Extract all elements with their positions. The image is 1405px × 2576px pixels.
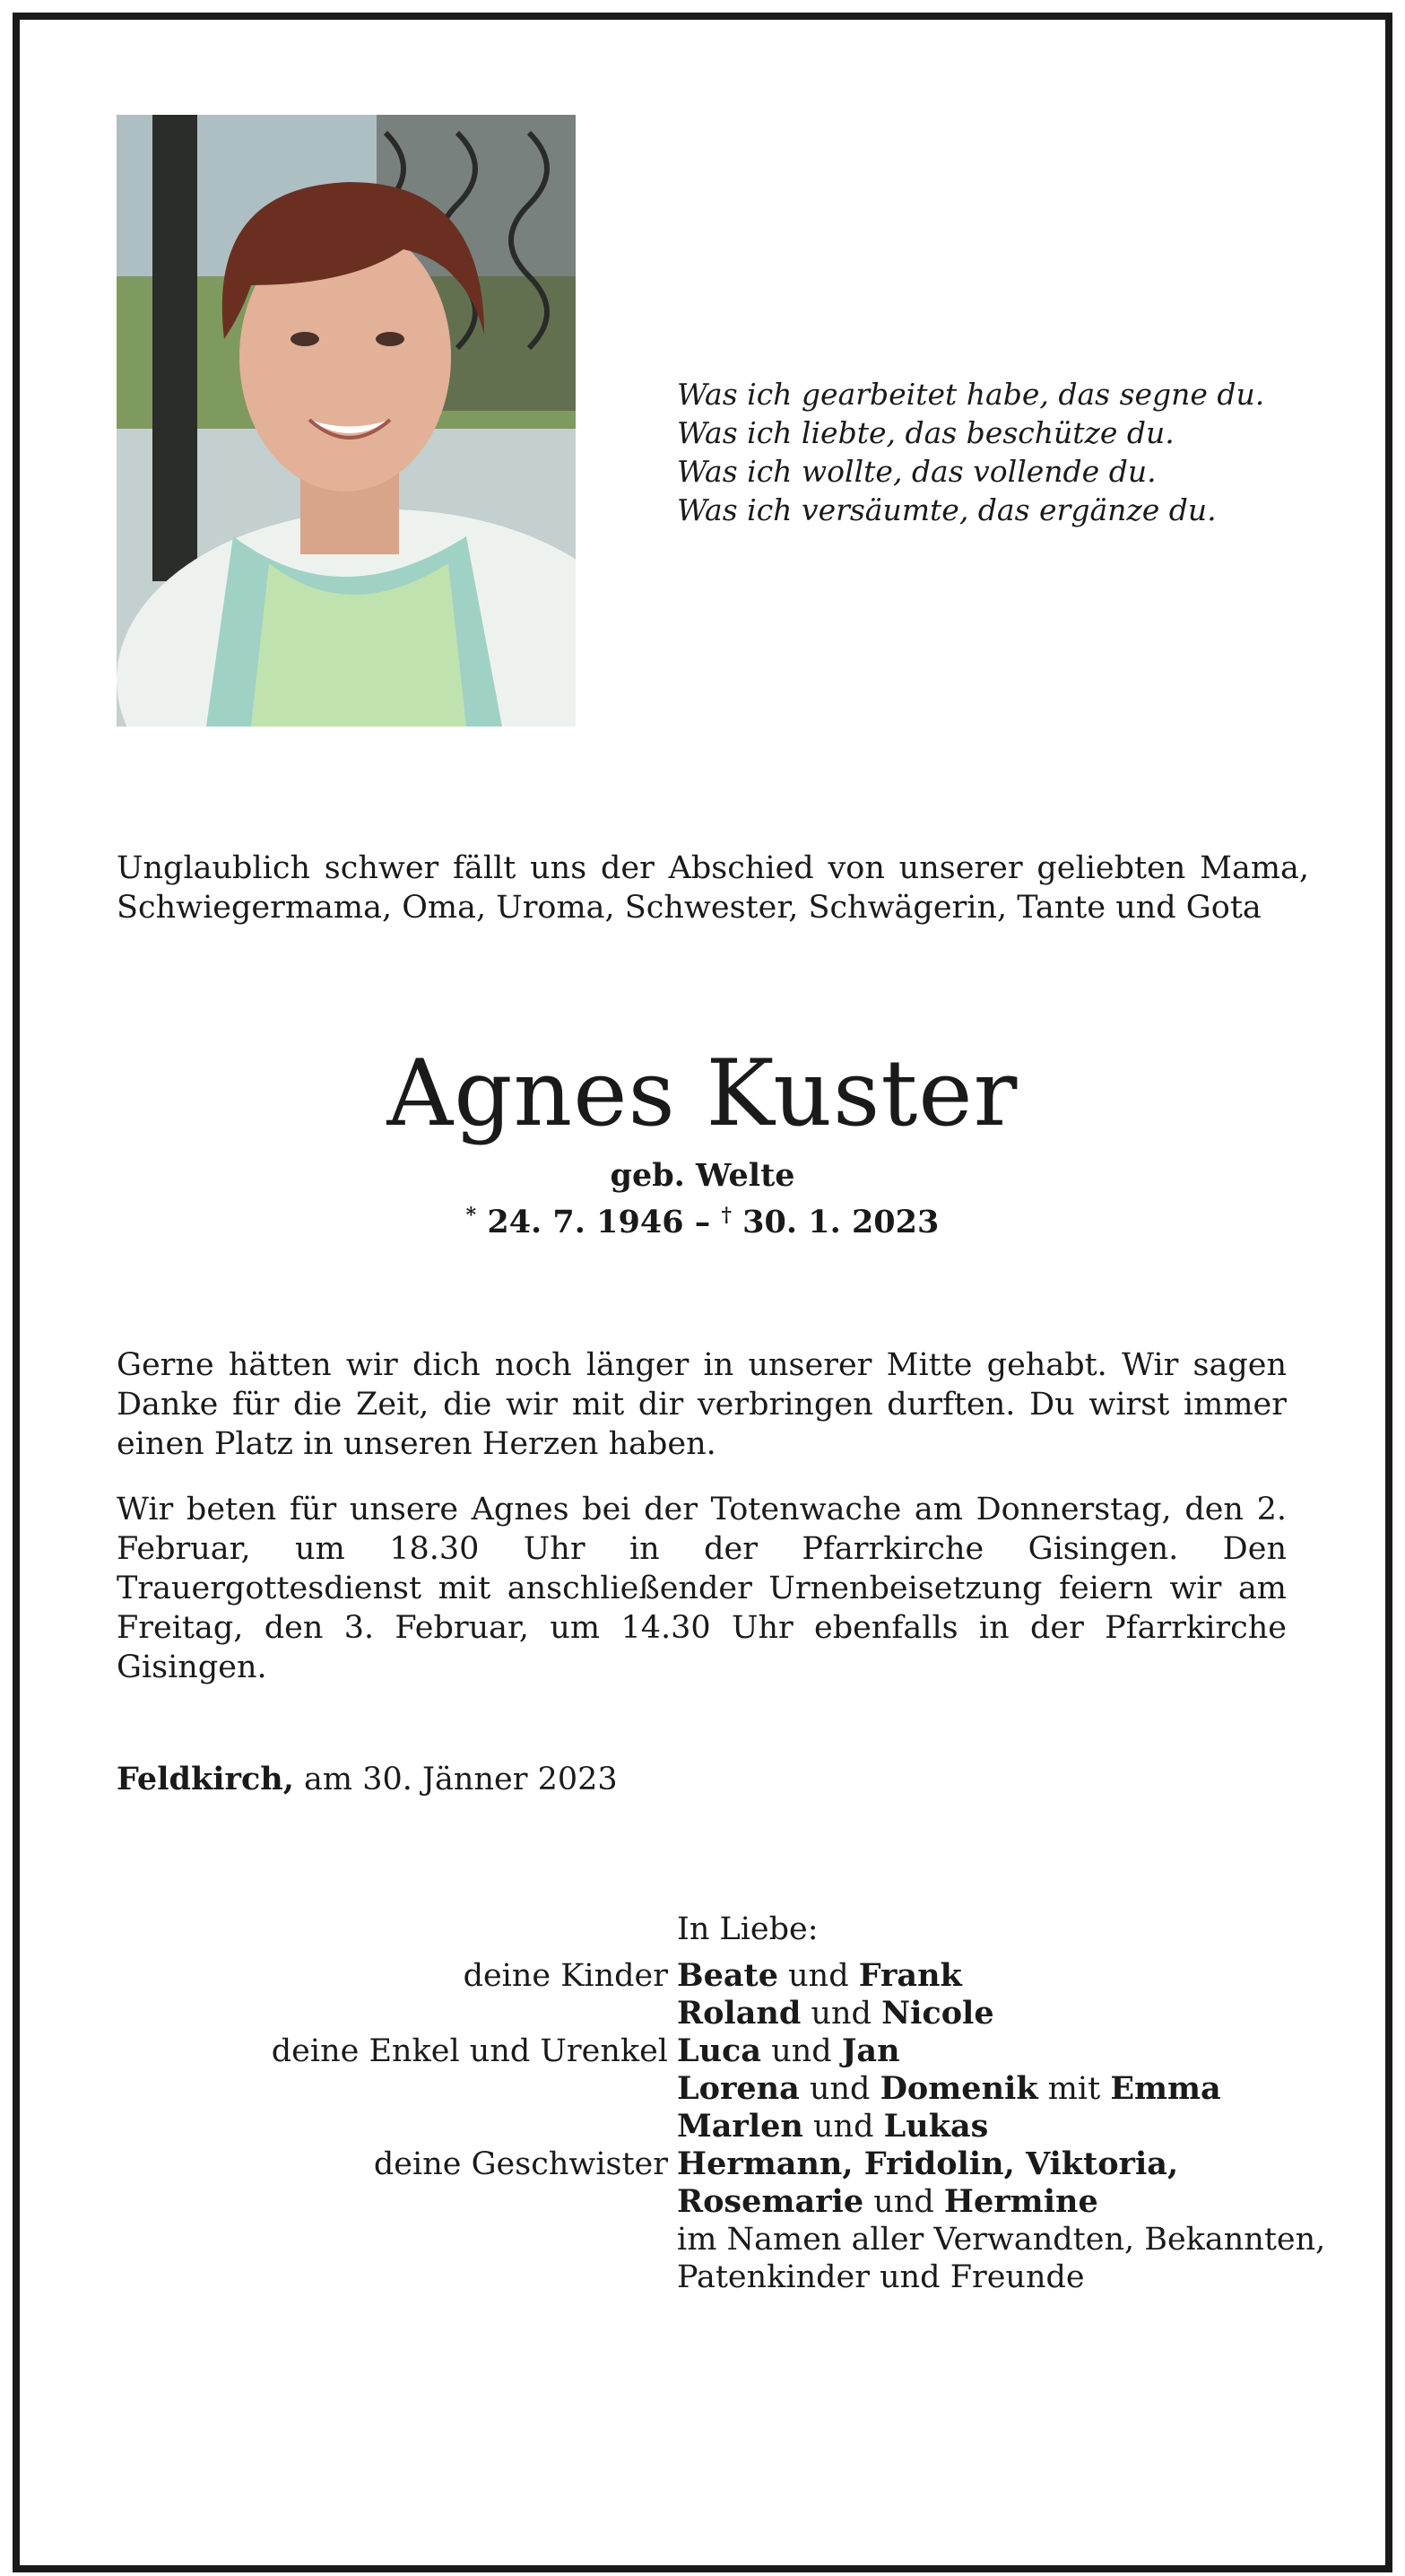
name: Nicole bbox=[881, 1995, 994, 2032]
others-line: im Namen aller Verwandten, Bekannten, bbox=[677, 2222, 1326, 2258]
verse-line: Was ich wollte, das vollende du. bbox=[677, 454, 1157, 489]
name: Jan bbox=[841, 2032, 900, 2069]
place-date bbox=[117, 1760, 618, 1799]
conj: und bbox=[873, 2184, 934, 2220]
name: Hermann, Fridolin, Viktoria, bbox=[677, 2145, 1179, 2182]
verse-line: Was ich versäumte, das ergänze du. bbox=[677, 492, 1217, 527]
death-symbol: † bbox=[721, 1204, 732, 1227]
birth-symbol: * bbox=[465, 1204, 477, 1227]
mourner-names bbox=[677, 2070, 1221, 2108]
portrait-photo bbox=[117, 115, 576, 727]
name: Hermine bbox=[943, 2183, 1098, 2220]
paragraph-service: Wir beten für unsere Agnes bei der Totenwache am Donnerstag, den 2. Februar, um 18.30 Uhr in der Pfarrkirche Gisingen. Den Trauergottesdienst mit anschließender Urnenbeisetzung feiern wir am Freitag, den 3. Februar, um 14.30 Uhr ebenfalls in der Pfarrkirche Gisingen. bbox=[117, 1492, 1287, 1685]
mourner-names bbox=[677, 2183, 1098, 2221]
verse bbox=[677, 375, 1264, 529]
mourner-names bbox=[677, 1957, 962, 1995]
name: Domenik bbox=[880, 2070, 1038, 2107]
conj: mit bbox=[1047, 2071, 1101, 2107]
signoff: In Liebe: bbox=[677, 1911, 819, 1947]
mourner-label: deine Enkel und Urenkel bbox=[271, 2033, 668, 2069]
conj: und bbox=[788, 1958, 849, 1994]
name: Lorena bbox=[677, 2070, 800, 2107]
conj: und bbox=[813, 2109, 874, 2145]
name: Luca bbox=[677, 2032, 762, 2069]
mourner-row bbox=[0, 2070, 1405, 2108]
conj: und bbox=[771, 2033, 832, 2069]
death-date: 30. 1. 2023 bbox=[742, 1204, 940, 1240]
mourner-label: deine Kinder bbox=[463, 1958, 668, 1994]
birth-name: geb. Welte bbox=[610, 1157, 795, 1194]
place-city: Feldkirch, bbox=[117, 1761, 294, 1797]
birth-date: 24. 7. 1946 bbox=[487, 1204, 684, 1240]
conj: und bbox=[809, 2071, 871, 2107]
verse-line: Was ich gearbeitet habe, das segne du. bbox=[677, 377, 1265, 412]
paragraph-thanks: Gerne hätten wir dich noch länger in unserer Mitte gehabt. Wir sagen Danke für die Zeit, die wir mit dir verbringen durften. Du wirst immer einen Platz in unseren Herzen haben. bbox=[117, 1347, 1287, 1462]
mourner-names bbox=[677, 2108, 988, 2145]
mourner-row bbox=[0, 2108, 1405, 2145]
mourner-row bbox=[0, 1995, 1405, 2032]
mourner-row bbox=[0, 2032, 1405, 2070]
place-date-text: am 30. Jänner 2023 bbox=[304, 1762, 618, 1797]
mourner-names bbox=[677, 2032, 900, 2070]
name: Rosemarie bbox=[677, 2183, 864, 2220]
verse-line: Was ich liebte, das beschütze du. bbox=[677, 415, 1175, 450]
mourner-label: deine Geschwister bbox=[373, 2146, 668, 2182]
mourner-row bbox=[0, 2221, 1405, 2258]
intro-text: Unglaublich schwer fällt uns der Abschied von unserer geliebten Mama, Schwiegermama, Oma, Uroma, Schwester, Schwägerin, Tante und Gota bbox=[117, 850, 1309, 926]
others-line: Patenkinder und Freunde bbox=[677, 2259, 1085, 2295]
deceased-name: Agnes Kuster bbox=[386, 1040, 1019, 1147]
name: Roland bbox=[677, 1995, 802, 2032]
conj: und bbox=[811, 1996, 872, 2032]
name: Emma bbox=[1110, 2070, 1221, 2107]
mourner-names bbox=[677, 2145, 1178, 2183]
name: Lukas bbox=[883, 2108, 989, 2145]
mourner-row bbox=[0, 1957, 1405, 1995]
name: Marlen bbox=[677, 2108, 803, 2145]
life-dates bbox=[0, 1197, 1405, 1241]
name: Frank bbox=[858, 1957, 962, 1994]
mourner-row bbox=[0, 2145, 1405, 2183]
mourner-row bbox=[0, 2183, 1405, 2221]
mourner-row bbox=[0, 2258, 1405, 2296]
date-dash: – bbox=[694, 1204, 711, 1240]
name: Beate bbox=[677, 1957, 778, 1994]
mourner-names bbox=[677, 1995, 994, 2032]
